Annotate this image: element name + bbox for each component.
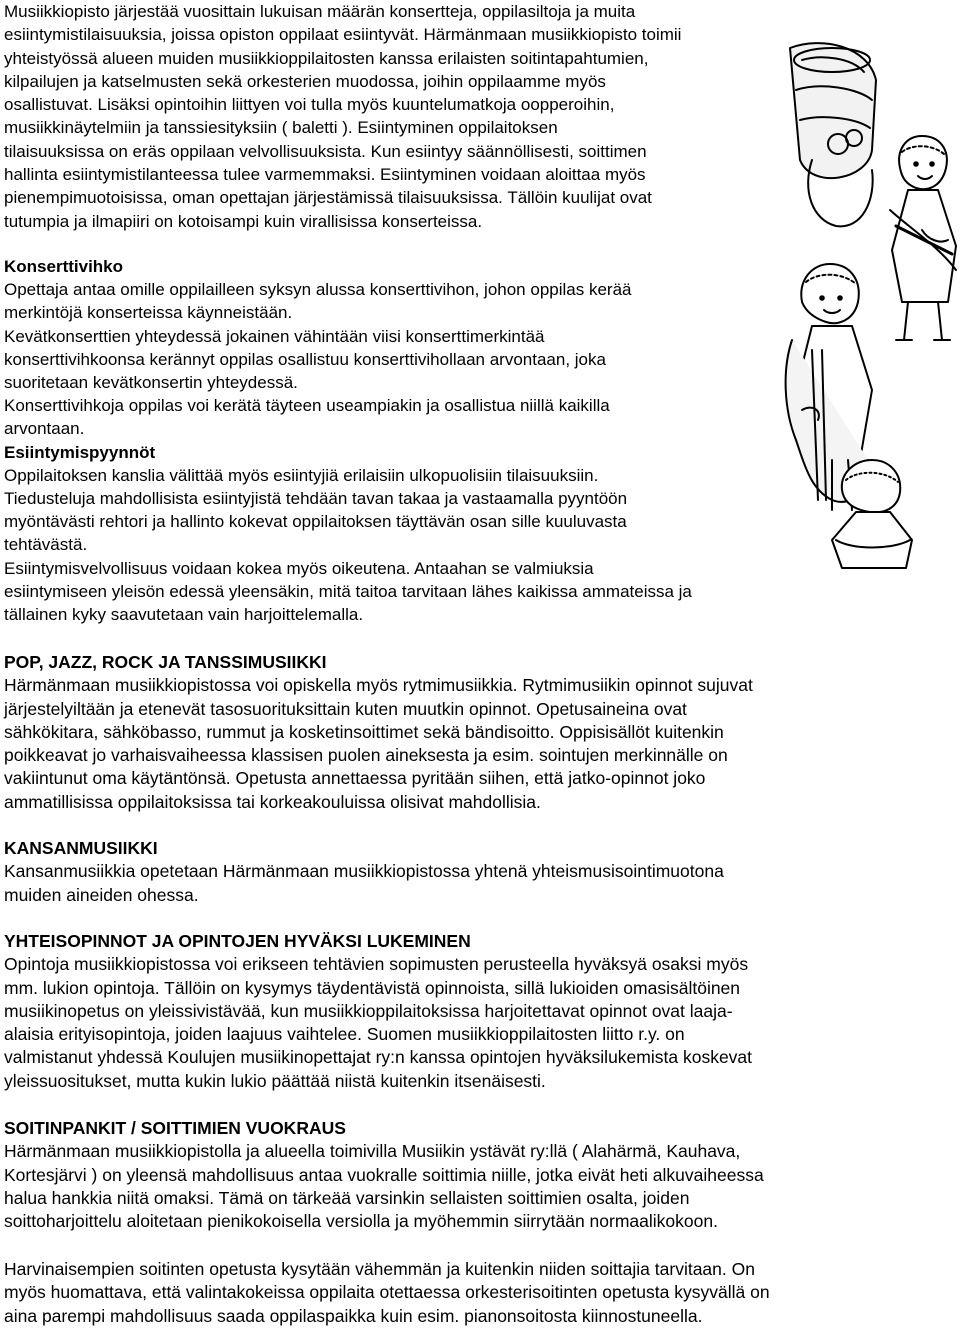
pop-jazz-section bbox=[4, 651, 753, 814]
text-line: myöntävästi rehtori ja hallinto kokevat oppilaitoksen täyttävän osan sille kuuluvasta bbox=[4, 512, 627, 532]
text-line: järjestelyiltään ja etenevät tasosuorituksittain kuten muutkin opinnot. Opetusaineina ovat bbox=[4, 698, 687, 719]
text-line: Härmänmaan musiikkiopistossa voi opiskella myös rytmimusiikkia. Rytmimusiikin opinnot sujuvat bbox=[4, 675, 753, 696]
folk-music-section bbox=[4, 837, 724, 907]
rare-instruments-paragraph bbox=[4, 1258, 770, 1328]
intro-paragraph bbox=[4, 0, 681, 233]
text-line: vakiintunut oma käytäntönsä. Opetusta annettaessa pyritään siihen, että jatko-opinnot joko bbox=[4, 768, 706, 789]
text-line: Harvinaisempien soitinten opetusta kysytään vähemmän ja kuitenkin niiden soittajia tarvitaan. On bbox=[4, 1259, 755, 1279]
tuba-icon bbox=[790, 43, 876, 226]
violin-child-icon bbox=[890, 136, 956, 340]
text-line: musiikkinäytelmiin ja tanssiesityksiin ( baletti ). Esiintyminen oppilaitoksen bbox=[4, 118, 558, 138]
instrument-rental-section bbox=[4, 1117, 764, 1233]
text-line: mm. lukion opintoja. Tällöin on kysymys täydentävistä opinnoista, sillä lukioiden omasisältöinen bbox=[4, 977, 741, 998]
section-heading: Esiintymispyynnöt bbox=[4, 442, 156, 462]
text-line: Opettaja antaa omille oppilailleen syksyn alussa konserttivihon, johon oppilas kerää bbox=[4, 280, 632, 300]
text-line: tilaisuuksissa on eräs oppilaan velvollisuuksista. Kun esiintyy säännöllisesti, soittimen bbox=[4, 141, 647, 161]
section-heading: Konserttivihko bbox=[4, 257, 124, 276]
text-line: osallistuvat. Lisäksi opintoihin liittyen voi tulla myös kuuntelumatkoja oopperoihin, bbox=[4, 95, 615, 115]
text-line: halua hankkia niitä omaksi. Tämä on tärkeää varsinkin sellaisten soittimien osalta, joiden bbox=[4, 1187, 690, 1208]
concerts-section bbox=[4, 255, 692, 626]
text-line: valmistanut yhdessä Koulujen musiikinopettajat ry:n kanssa opintojen hyväksilukemista koskevat bbox=[4, 1047, 753, 1068]
text-line: alaisia erityisopintoja, joiden laajuus vaihtelee. Suomen musiikkioppilaitosten liitto r.y. on bbox=[4, 1024, 685, 1045]
text-line: tehtävästä. bbox=[4, 535, 88, 555]
section-heading: KANSANMUSIIKKI bbox=[4, 838, 158, 858]
text-line: ammatillisissa oppilaitoksissa tai korkeakouluissa olisivat mahdollisia. bbox=[4, 791, 541, 812]
text-line: muiden aineiden ohessa. bbox=[4, 884, 199, 905]
text-line: sähkökitara, sähköbasso, rummut ja kosketinsoittimet sekä bändisoitto. Oppisisällöt kuitenkin bbox=[4, 721, 724, 742]
text-line: hallinta esiintymistilanteessa tulee varmemmaksi. Esiintyminen voidaan aloittaa myös bbox=[4, 165, 646, 185]
section-heading: SOITINPANKIT / SOITTIMIEN VUOKRAUS bbox=[4, 1118, 346, 1138]
text-line: musiikinopetus on yleissivistävää, kun musiikkioppilaitoksissa harjoitettavat opinnot ovat laaja- bbox=[4, 1000, 733, 1021]
text-line: esiintymiseen yleisön edessä yleensäkin, mitä taitoa tarvitaan lähes kaikissa ammateissa ja bbox=[4, 581, 692, 601]
text-line: suoritetaan kevätkonsertin yhteydessä. bbox=[4, 373, 298, 393]
text-line: Oppilaitoksen kanslia välittää myös esiintyjiä erilaisiin ulkopuolisiin tilaisuuksiin. bbox=[4, 465, 599, 485]
text-line: Härmänmaan musiikkiopistolla ja alueella toimivilla Musiikin ystävät ry:llä ( Alahärmä, Kauhava, bbox=[4, 1141, 741, 1162]
children-musicians-illustration bbox=[772, 40, 958, 570]
text-line: yhteistyössä alueen muiden musiikkioppilaitosten kanssa erilaisten soitintapahtumien, bbox=[4, 48, 649, 68]
text-line: aina parempi mahdollisuus saada oppilaspaikka kuin esim. pianonsoitosta kiinnostuneella. bbox=[4, 1305, 703, 1326]
text-line: Kevätkonserttien yhteydessä jokainen vähintään viisi konserttimerkintää bbox=[4, 326, 545, 346]
text-line: arvontaan. bbox=[4, 419, 85, 439]
text-line: merkintöjä konserteissa käynneistään. bbox=[4, 303, 293, 323]
text-line: poikkeavat jo varhaisvaiheessa klassisen puolen aineksesta ja esim. sointujen merkinnälle on bbox=[4, 745, 728, 766]
text-line: Tiedusteluja mahdollisista esiintyjistä tehdään tavan takaa ja vastaamalla pyyntöön bbox=[4, 489, 628, 509]
text-line: Kansanmusiikkia opetetaan Härmänmaan musiikkiopistossa yhtenä yhteismusisointimuotona bbox=[4, 861, 724, 882]
text-line: kilpailujen ja katselmusten sekä orkesterien muodossa, joihin oppilaamme myös bbox=[4, 71, 606, 91]
text-line: Musiikkiopisto järjestää vuosittain lukuisan määrän konsertteja, oppilasiltoja ja muita bbox=[4, 2, 636, 21]
joint-studies-section bbox=[4, 930, 752, 1093]
section-heading: POP, JAZZ, ROCK JA TANSSIMUSIIKKI bbox=[4, 652, 327, 672]
text-line: yleissuositukset, mutta kukin lukio päättää niistä kuitenkin itsenäisesti. bbox=[4, 1070, 546, 1091]
section-heading: YHTEISOPINNOT JA OPINTOJEN HYVÄKSI LUKEMINEN bbox=[4, 931, 471, 951]
text-line: Opintoja musiikkiopistossa voi erikseen tehtävien sopimusten perusteella hyväksyä osaksi myös bbox=[4, 954, 749, 975]
text-line: myös huomattava, että valintakokeissa oppilaita otettaessa orkesterisoitinten opetusta kysyvällä on bbox=[4, 1282, 770, 1303]
text-line: esiintymistilaisuuksia, joissa opiston oppilaat esiintyvät. Härmänmaan musiikkiopisto toimii bbox=[4, 25, 682, 45]
text-line: Esiintymisvelvollisuus voidaan kokea myös oikeutena. Antaahan se valmiuksia bbox=[4, 558, 594, 578]
text-line: Kortesjärvi ) on yleensä mahdollisuus antaa vuokralle soittimia niille, jotka eivät heti alkuvaiheessa bbox=[4, 1164, 764, 1185]
text-line: Konserttivihkoja oppilas voi kerätä täyteen useampiakin ja osallistua niillä kaikilla bbox=[4, 396, 610, 416]
text-line: pienempimuotoisissa, oman opettajan järjestämissä tilaisuuksissa. Tällöin kuulijat ovat bbox=[4, 188, 652, 208]
text-line: tutumpia ja ilmapiiri on kotoisampi kuin virallisissa konserteissa. bbox=[4, 211, 483, 231]
back-view-child-icon bbox=[832, 460, 912, 568]
text-line: konserttivihkoonsa kerännyt oppilas osallistuu konserttivihollaan arvontaan, joka bbox=[4, 349, 606, 369]
text-line: soittoharjoittelu aloitetaan pienikokoisella versiolla ja myöhemmin siirrytään normaalikokoon. bbox=[4, 1211, 718, 1232]
text-line: tällainen kyky saavutetaan vain harjoittelemalla. bbox=[4, 605, 364, 625]
